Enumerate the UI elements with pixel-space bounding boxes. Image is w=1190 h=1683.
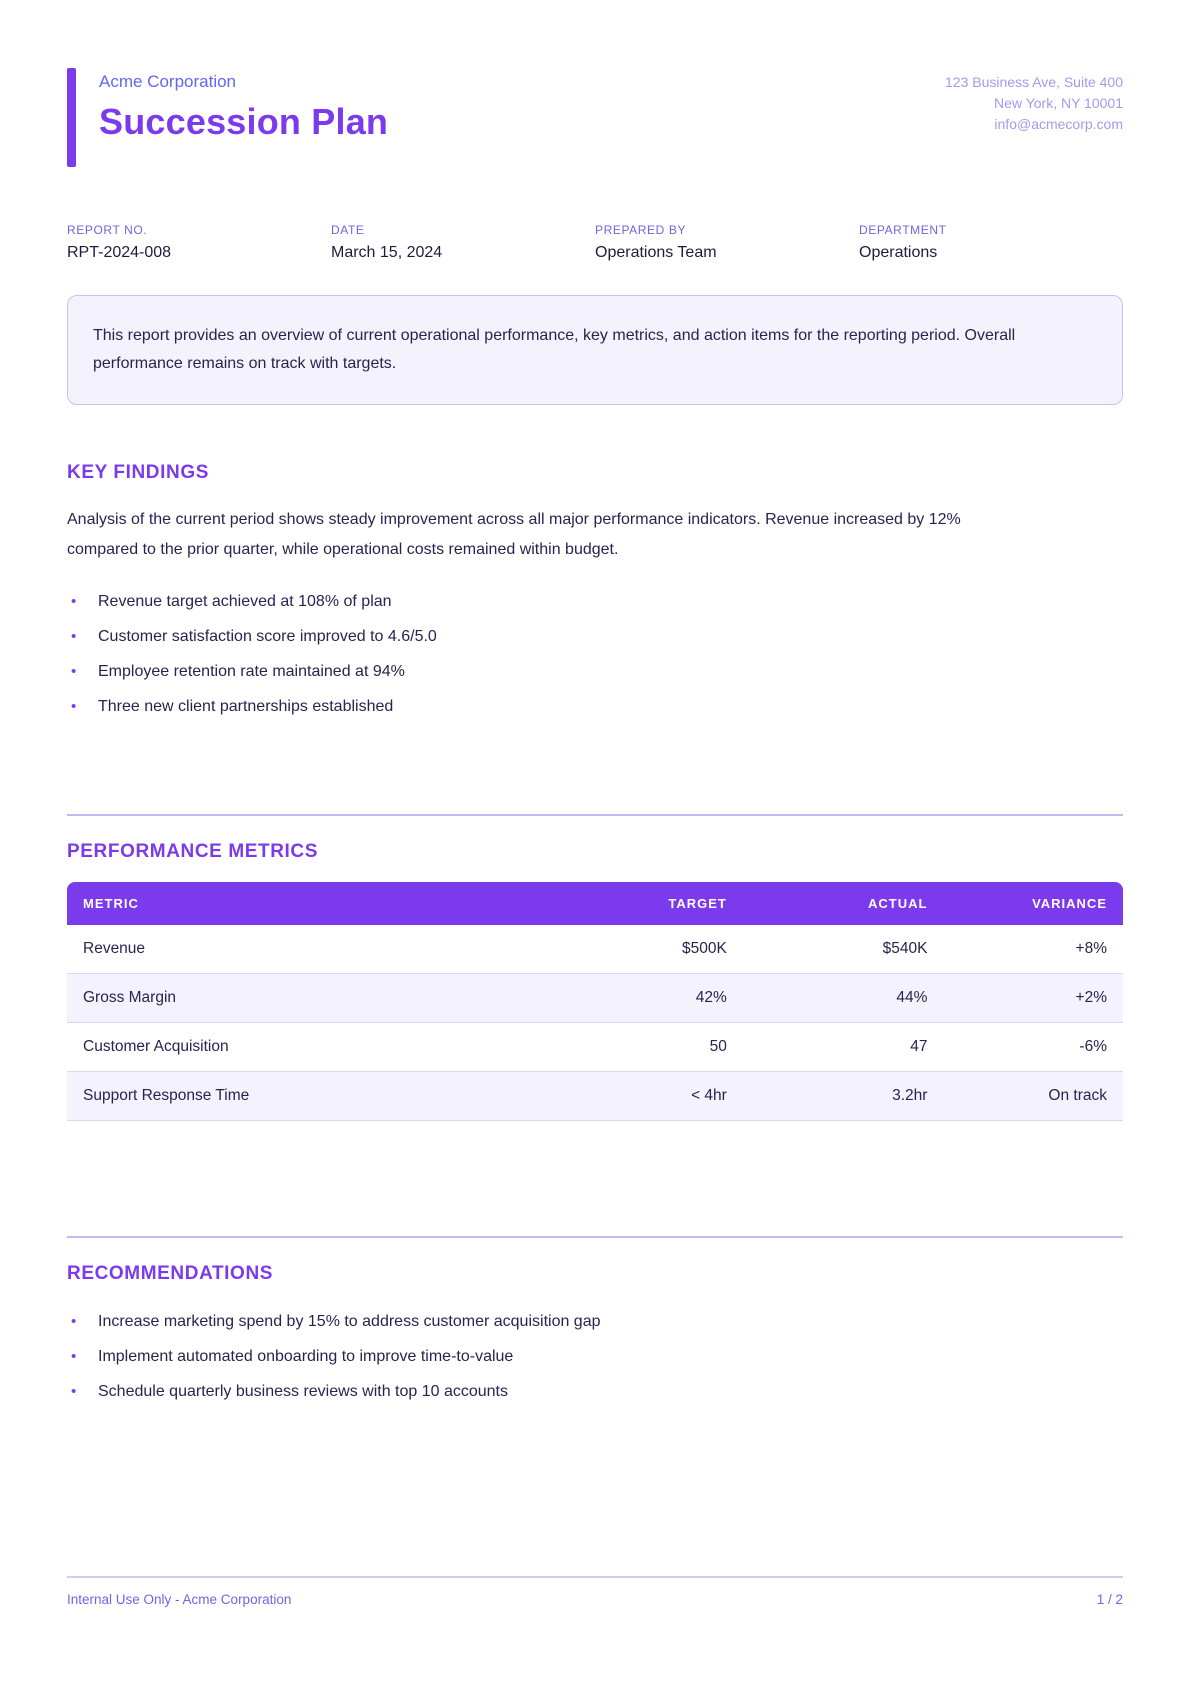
cell-target: 42% xyxy=(542,974,743,1023)
section-divider xyxy=(67,814,1123,816)
brand-text xyxy=(99,68,388,167)
list-item-text: Implement automated onboarding to improve time-to-value xyxy=(98,1348,514,1365)
performance-metrics-heading: PERFORMANCE METRICS xyxy=(67,841,319,862)
column-header-actual: ACTUAL xyxy=(743,882,944,925)
page-footer xyxy=(67,1576,1123,1607)
cell-actual: 3.2hr xyxy=(743,1072,944,1121)
cell-metric: Customer Acquisition xyxy=(67,1023,542,1072)
table-row xyxy=(67,974,1123,1023)
meta-department xyxy=(859,223,1123,262)
column-header-variance: VARIANCE xyxy=(943,882,1123,925)
summary-callout: This report provides an overview of current operational performance, key metrics, and action items for the reporting period. Overall performance remains on track with targets. xyxy=(67,295,1123,405)
meta-value: RPT-2024-008 xyxy=(67,244,172,261)
cell-variance: -6% xyxy=(943,1023,1123,1072)
cell-metric: Revenue xyxy=(67,925,542,974)
cell-variance: +8% xyxy=(943,925,1123,974)
list-item xyxy=(67,1381,1123,1402)
footer-classification: Internal Use Only - Acme Corporation xyxy=(67,1592,292,1607)
address-line-1: 123 Business Ave, Suite 400 xyxy=(945,74,1123,90)
table-row xyxy=(67,1023,1123,1072)
column-header-target: TARGET xyxy=(542,882,743,925)
bullet-icon xyxy=(71,591,76,612)
accent-bar xyxy=(67,68,76,167)
metrics-table xyxy=(67,882,1123,1121)
meta-value: Operations xyxy=(859,244,938,261)
cell-actual: $540K xyxy=(743,925,944,974)
meta-label: PREPARED BY xyxy=(595,223,687,237)
column-header-metric: METRIC xyxy=(67,882,542,925)
report-content xyxy=(67,68,1123,1416)
meta-label: DEPARTMENT xyxy=(859,223,947,237)
page-title: Succession Plan xyxy=(99,101,389,142)
bullet-icon xyxy=(71,626,76,647)
key-findings-list xyxy=(67,591,1123,717)
bullet-icon xyxy=(71,696,76,717)
list-item xyxy=(67,591,1123,612)
table-header-row xyxy=(67,882,1123,925)
bullet-icon xyxy=(71,1311,76,1332)
recommendations-list xyxy=(67,1311,1123,1402)
list-item-text: Customer satisfaction score improved to 4.6/5.0 xyxy=(98,628,437,645)
meta-value: Operations Team xyxy=(595,244,717,261)
cell-target: $500K xyxy=(542,925,743,974)
recommendations-heading: RECOMMENDATIONS xyxy=(67,1263,274,1284)
key-findings-heading: KEY FINDINGS xyxy=(67,462,209,483)
cell-metric: Gross Margin xyxy=(67,974,542,1023)
footer-row xyxy=(67,1578,1123,1607)
cell-target: 50 xyxy=(542,1023,743,1072)
list-item-text: Increase marketing spend by 15% to address customer acquisition gap xyxy=(98,1313,601,1330)
cell-metric: Support Response Time xyxy=(67,1072,542,1121)
company-name: Acme Corporation xyxy=(99,72,237,91)
list-item xyxy=(67,1346,1123,1367)
list-item-text: Three new client partnerships established xyxy=(98,698,394,715)
meta-value: March 15, 2024 xyxy=(331,244,443,261)
list-item xyxy=(67,661,1123,682)
list-item xyxy=(67,696,1123,717)
key-findings-intro: Analysis of the current period shows steady improvement across all major performance indicators. Revenue increased by 12% compared to the prior quarter, while operational costs remained within budget. xyxy=(67,511,961,558)
cell-actual: 47 xyxy=(743,1023,944,1072)
list-item-text: Schedule quarterly business reviews with top 10 accounts xyxy=(98,1383,508,1400)
meta-date xyxy=(331,223,595,262)
report-meta xyxy=(67,223,1123,262)
cell-variance: +2% xyxy=(943,974,1123,1023)
address-line-2: New York, NY 10001 xyxy=(994,95,1123,111)
address-email: info@acmecorp.com xyxy=(994,116,1123,132)
company-address xyxy=(945,68,1123,135)
cell-variance: On track xyxy=(943,1072,1123,1121)
meta-label: DATE xyxy=(331,223,365,237)
table-row xyxy=(67,1072,1123,1121)
cell-actual: 44% xyxy=(743,974,944,1023)
cell-target: < 4hr xyxy=(542,1072,743,1121)
list-item xyxy=(67,626,1123,647)
bullet-icon xyxy=(71,1346,76,1367)
table-row xyxy=(67,925,1123,974)
bullet-icon xyxy=(71,661,76,682)
section-divider xyxy=(67,1236,1123,1238)
list-item-text: Employee retention rate maintained at 94% xyxy=(98,663,405,680)
page-number: 1 / 2 xyxy=(1096,1592,1123,1607)
brand-block xyxy=(67,68,388,167)
meta-prepared-by xyxy=(595,223,859,262)
report-header xyxy=(67,68,1123,167)
bullet-icon xyxy=(71,1381,76,1402)
list-item-text: Revenue target achieved at 108% of plan xyxy=(98,593,392,610)
meta-report-no xyxy=(67,223,331,262)
list-item xyxy=(67,1311,1123,1332)
meta-label: REPORT NO. xyxy=(67,223,148,237)
